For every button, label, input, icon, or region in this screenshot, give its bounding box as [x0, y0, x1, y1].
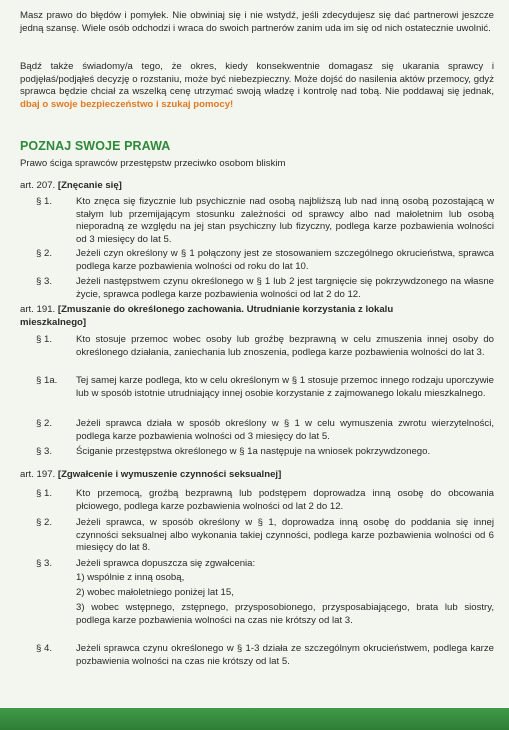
section-text: Kto znęca się fizycznie lub psychicznie nad osobą najbliższą lub nad inną osobą pozostającą w stałym lub przemijającym stosunku zależności od sprawcy albo nad małoletnim lub osobą nieporadną ze względu na jej stan psychiczny lub fizyczny, podlega karze pozbawienia wolności od 3 miesięcy do lat 5.	[76, 196, 494, 245]
article-197-header	[20, 469, 500, 482]
section-number: § 2.	[36, 418, 53, 429]
list-item	[76, 572, 494, 585]
safety-accent-text: dbaj o swoje bezpieczeństwo i szukaj pomocy!	[20, 98, 234, 110]
list-item	[76, 587, 494, 600]
list-item	[76, 602, 494, 627]
intro-paragraph-2-text: Bądź także świadomy/a tego, że okres, kiedy konsekwentnie domagasz się ukarania sprawcy i podjęłaś/podjąłeś decyzję o rozstaniu, może być niebezpieczny. Może dojść do nasilenia aktów przemocy, gdyż sprawca będzie chciał za wszelką cenę utrzymać swoją władzę i kontrolę nad tobą. Nie poddawaj się jednak,	[20, 61, 494, 98]
section-text: Jeżeli następstwem czynu określonego w § 1 lub 2 jest targnięcie się pokrzywdzonego na własne życie, sprawca podlega karze pozbawienia wolności od lat 2 do 12.	[76, 276, 494, 300]
section-number: § 1.	[36, 196, 53, 207]
article-number: art. 207.	[20, 180, 56, 191]
section-text: Tej samej karze podlega, kto w celu określonym w § 1 stosuje przemoc innego rodzaju uporczywie lub w sposób istotnie utrudniający innej osobie korzystanie z zajmowanego lokalu mieszkalnego.	[76, 375, 494, 399]
article-number: art. 191.	[20, 304, 56, 315]
article-number: art. 197.	[20, 469, 56, 480]
section-number: § 3.	[36, 446, 53, 457]
intro-paragraph-1: Masz prawo do błędów i pomyłek. Nie obwiniaj się i nie wstydź, jeśli zdecydujesz się dać partnerowi jeszcze jedną szansę. Wiele osób odchodzi i wraca do swoich partnerów zanim uda im się od nich ostatecznie uwolnić.	[20, 10, 494, 34]
green-footer-band	[0, 708, 509, 730]
section-heading: POZNAJ SWOJE PRAWA	[20, 139, 171, 153]
section-text: Jeżeli czyn określony w § 1 połączony jest ze stosowaniem szczególnego okrucieństwa, sprawca podlega karze pozbawienia wolności od roku do lat 10.	[76, 248, 494, 272]
section-text: Jeżeli sprawca działa w sposób określony w § 1 w celu wymuszenia zwrotu wierzytelności, podlega karze pozbawienia wolności od 3 miesięcy do lat 5.	[76, 418, 494, 442]
list-item-text: 2) wobec małoletniego poniżej lat 15,	[76, 587, 234, 598]
section-number: § 2.	[36, 248, 53, 259]
section-text: Jeżeli sprawca, w sposób określony w § 1, doprowadza inną osobę do poddania się innej czynności seksualnej albo wykonania takiej czynności, podlega karze pozbawienia wolności od 6 miesięcy do lat 8.	[76, 517, 494, 554]
list-item-text: 1) wspólnie z inną osobą,	[76, 572, 185, 583]
article-title: [Znęcanie się]	[57, 180, 122, 191]
section-number: § 3.	[36, 558, 53, 569]
section-number: § 1.	[36, 334, 53, 345]
section-number: § 3.	[36, 276, 53, 287]
section-text: Jeżeli sprawca czynu określonego w § 1-3 działa ze szczególnym okrucieństwem, podlega karze pozbawienia wolności na czas nie krótszy od lat 5.	[76, 643, 494, 667]
intro-paragraph-2	[20, 61, 494, 111]
section-text: Kto stosuje przemoc wobec osoby lub groźbę bezprawną w celu zmuszenia innej osoby do określonego działania, zaniechania lub znoszenia, podlega karze pozbawienia wolności do lat 3.	[76, 334, 494, 358]
article-title: [Zgwałcenie i wymuszenie czynności seksualnej]	[57, 469, 282, 480]
list-item-text: 3) wobec wstępnego, zstępnego, przysposobionego, przysposabiającego, brata lub siostry, podlega karze pozbawienia wolności na czas nie krótszy od lat 3.	[76, 602, 494, 626]
article-191-header	[20, 304, 460, 329]
article-title: [Zmuszanie do określonego zachowania. Utrudnianie korzystania z lokalu mieszkalnego]	[20, 304, 394, 328]
section-text: Kto przemocą, groźbą bezprawną lub podstępem doprowadza inną osobę do obcowania płciowego, podlega karze pozbawienia wolności od lat 2 do 12.	[76, 488, 494, 512]
section-number: § 1a.	[36, 375, 58, 386]
section-text: Jeżeli sprawca dopuszcza się zgwałcenia:	[76, 558, 256, 569]
section-number: § 4.	[36, 643, 53, 654]
section-number: § 2.	[36, 517, 53, 528]
article-207-header	[20, 180, 500, 193]
section-number: § 1.	[36, 488, 53, 499]
section-subheading: Prawo ściga sprawców przestępstw przeciwko osobom bliskim	[20, 158, 286, 169]
section-text: Ściganie przestępstwa określonego w § 1a następuje na wniosek pokrzywdzonego.	[76, 446, 431, 457]
